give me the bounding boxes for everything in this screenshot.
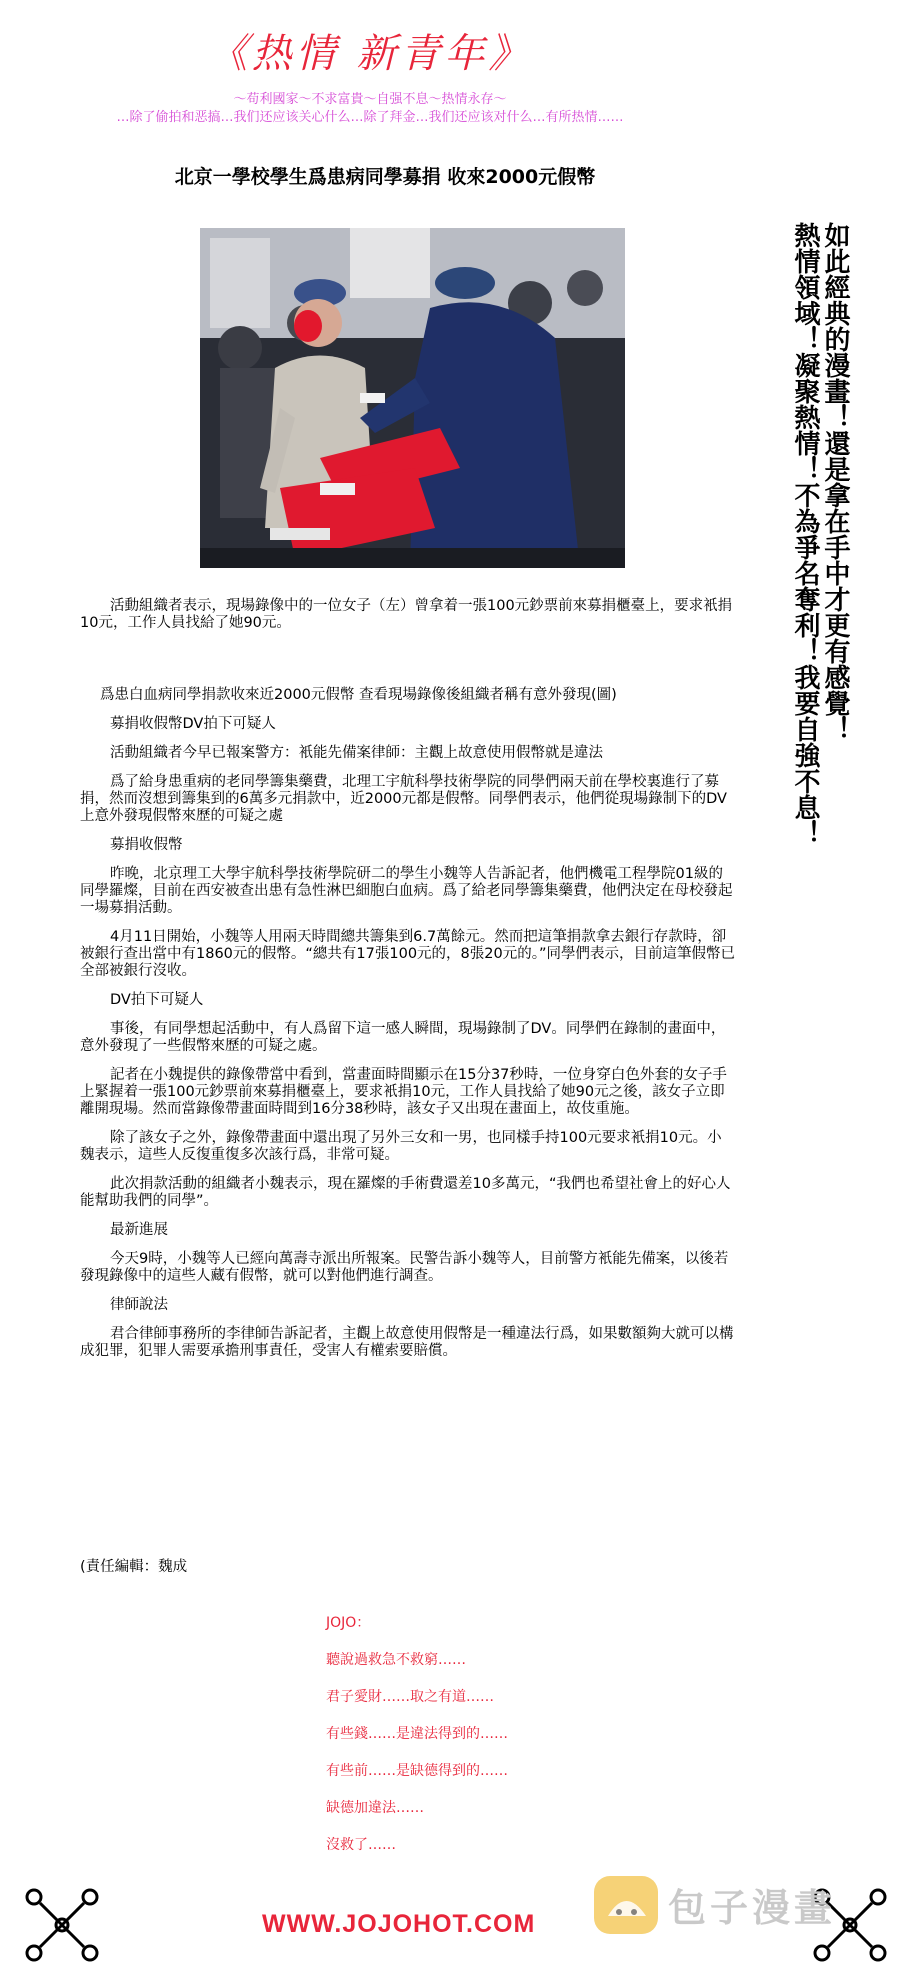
section-heading: 最新進展 [110,1222,168,1238]
article-paragraph: 事後，有同學想起活動中，有人爲留下這一感人瞬間，現場錄制了DV。同學們在錄制的畫面中，意外發現了一些假幣來歷的可疑之處。 [80,1021,726,1054]
article-paragraph: 君合律師事務所的李律師告訴記者，主觀上故意使用假幣是一種違法行爲，如果數額夠大就可以構成犯罪，犯罪人需要承擔刑事責任，受害人有權索要賠償。 [80,1326,734,1359]
verse-line: 沒救了…… [326,1837,396,1853]
corner-ornament-left [22,1885,102,1965]
watermark-text: 包子漫畫 [668,1886,837,1930]
article-paragraph: 4月11日開始，小魏等人用兩天時間總共籌集到6.7萬餘元。然而把這筆捐款拿去銀行存款時，卻被銀行查出當中有1860元的假幣。“總共有17張100元的，8張20元的。”同學們表示，目前這筆假幣已全部被銀行沒收。 [80,929,735,979]
section-heading: 律師說法 [110,1297,168,1313]
site-url-link[interactable]: WWW.JOJOHOT.COM [262,1910,536,1938]
verse-line: JOJO： [326,1615,371,1631]
verse-line: 缺德加違法…… [326,1800,424,1816]
article-paragraph: 記者在小魏提供的錄像帶當中看到，當畫面時間顯示在15分37秒時，一位身穿白色外套的女子手上緊握着一張100元鈔票前來募捐櫃臺上，要求衹捐10元，工作人員找給了她90元之後，該女子立即離開現場。然而當錄像帶畫面時間到16分38秒時，該女子又出現在畫面上，故伎重施。 [80,1067,727,1117]
article-paragraph: 除了該女子之外，錄像帶畫面中還出現了另外三女和一男，也同樣手持100元要求衹捐10元。小魏表示，這些人反復重復多次該行爲，非常可疑。 [80,1130,722,1163]
section-heading: 募捐收假幣 [110,837,183,853]
responsible-editor: (責任編輯：魏成 [80,1559,188,1575]
slogan-line-2: …除了偷拍和恶搞…我们还应该关心什么…除了拜金…我们还应该对什么…有所热情…… [116,110,624,125]
comment-verse [326,1612,508,1871]
article-paragraph: 今天9時，小魏等人已經向萬壽寺派出所報案。民警告訴小魏等人，目前警方衹能先備案，以後若發現錄像中的這些人藏有假幣，就可以對他們進行調查。 [80,1251,729,1284]
page-title: 《热情 新青年》 [207,31,533,77]
section-heading: 募捐收假幣DV拍下可疑人 [110,716,276,732]
article-paragraph: 活動組織者今早已報案警方：衹能先備案律師：主觀上故意使用假幣就是違法 [110,745,603,761]
article-paragraph: 爲患白血病同學捐款收來近2000元假幣 查看現場錄像後組織者稱有意外發現(圖) [100,687,617,703]
article-headline: 北京一學校學生爲患病同學募捐 收來2000元假幣 [174,166,596,188]
news-photo-drawing [200,228,625,568]
verse-line: 有些錢……是違法得到的…… [326,1726,508,1742]
article-body [80,598,735,1372]
article-paragraph: 此次捐款活動的組織者小魏表示，現在羅燦的手術費還差10多萬元，“我們也希望社會上的好心人能幫助我們的同學”。 [80,1176,731,1209]
section-heading: DV拍下可疑人 [110,992,204,1008]
news-photo [200,228,625,568]
photo-caption: 活動組織者表示，現場錄像中的一位女子（左）曾拿着一張100元鈔票前來募捐櫃臺上，要求衹捐10元，工作人員找給了她90元。 [80,598,733,631]
side-column-right: 如此經典的漫畫！還是拿在手中才更有感覺！ [820,222,850,742]
verse-line: 聽說過救急不救窮…… [326,1652,466,1668]
article-paragraph: 昨晚，北京理工大學宇航科學技術學院研二的學生小魏等人告訴記者，他們機電工程學院01級的同學羅燦，目前在西安被查出患有急性淋巴細胞白血病。爲了給老同學籌集藥費，他們決定在母校發起一場募捐活動。 [80,866,733,916]
side-column-left: 熱情領域！凝聚熱情！不為爭名奪利！我要自強不息！ [790,222,820,846]
verse-line: 君子愛財……取之有道…… [326,1689,494,1705]
article-paragraph: 爲了給身患重病的老同學籌集藥費，北理工宇航科學技術學院的同學們兩天前在學校裏進行了募捐，然而沒想到籌集到的6萬多元捐款中，近2000元都是假幣。同學們表示，他們從現場錄制下的DV上意外發現假幣來歷的可疑之處 [80,774,727,824]
slogan-line-1: ～苟利國家～不求富貴～自强不息～热情永存～ [233,92,507,107]
verse-line: 有些前……是缺德得到的…… [326,1763,508,1779]
bun-logo-icon [592,1872,662,1938]
